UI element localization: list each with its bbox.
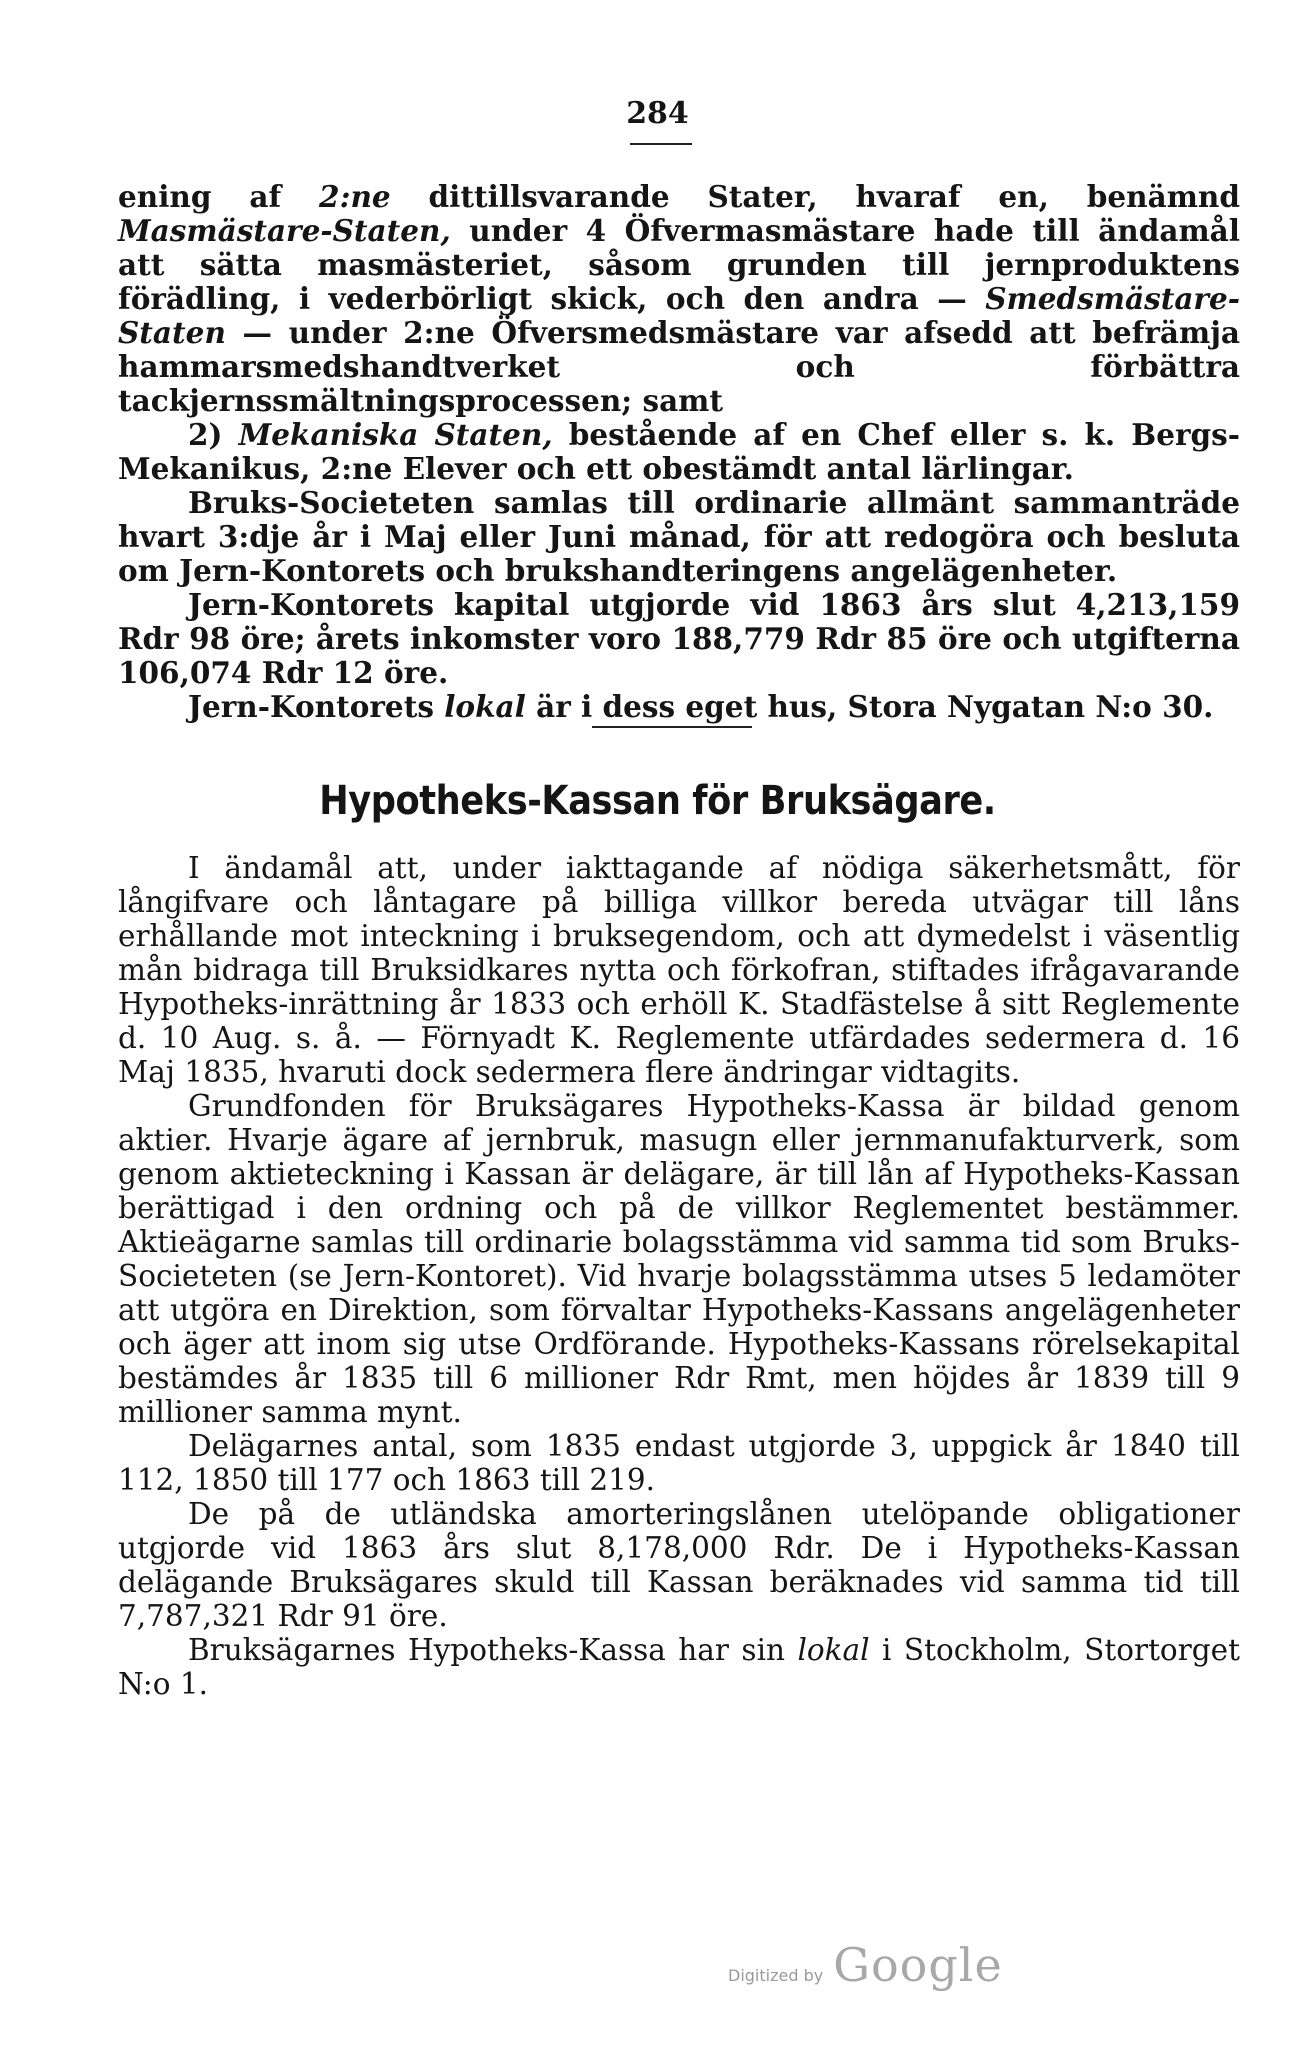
italic-text: lokal xyxy=(797,1633,870,1667)
paragraph xyxy=(118,418,1240,486)
text: ening af xyxy=(118,179,320,214)
page-number: 284 xyxy=(626,96,689,131)
paragraph: Delägarnes antal, som 1835 endast utgjorde 3, uppgick år 1840 till 112, 1850 till 177 och 1863 till 219. xyxy=(118,1429,1240,1497)
google-logo: Google xyxy=(833,1938,1003,1992)
italic-text: Mekaniska Staten, xyxy=(238,417,553,452)
text: Bruksägarnes Hypotheks-Kassa har sin xyxy=(188,1633,798,1667)
paragraph: De på de utländska amorteringslånen utelöpande obligationer utgjorde vid 1863 års slut 8,178,000 Rdr. De i Hypotheks-Kassan delägande Bruksägares skuld till Kassan beräknades vid samma tid till 7,787,321 Rdr 91 öre. xyxy=(118,1497,1240,1633)
digitized-label: Digitized by xyxy=(728,1966,824,1985)
paragraph: Bruks-Societeten samlas till ordinarie allmänt sammanträde hvart 3:dje år i Maj eller Juni månad, för att redogöra och besluta om Jern-Kontorets och brukshandteringens angelägenheter. xyxy=(118,485,1240,588)
text: under 4 Öfvermasmästare hade till ändamål att sätta masmästeriet, såsom grunden till jernproduktens förädling, i vederbörligt skick, och den andra — xyxy=(118,213,1240,316)
text: bestående af en Chef eller s. k. Bergs-Mekanikus, 2:ne Elever och ett obestämdt antal lärlingar. xyxy=(118,417,1241,486)
section-title: Hypotheks-Kassan för Bruksägare. xyxy=(319,778,996,824)
paragraph: Grundfonden för Bruksägares Hypotheks-Kassa är bildad genom aktier. Hvarje ägare af jernbruk, masugn eller jernmanufakturverk, som genom aktieteckning i Kassan är delägare, är till lån af Hypotheks-Kassan berättigad i den ordning och på de villkor Reglementet bestämmer. Aktieägarne samlas till ordinarie bolagsstämma vid samma tid som Bruks-Societeten (se Jern-Kontoret). Vid hvarje bolagsstämma utses 5 ledamöter att utgöra en Direktion, som förvaltar Hypotheks-Kassans angelägenheter och äger att inom sig utse Ordförande. Hypotheks-Kassans rörelsekapital bestämdes år 1835 till 6 millioner Rdr Rmt, men höjdes år 1839 till 9 millioner samma mynt. xyxy=(118,1089,1240,1429)
jern-kontoret-continuation xyxy=(118,180,1240,724)
paragraph: I ändamål att, under iakttagande af nödiga säkerhetsmått, för långifvare och låntagare på billiga villkor bereda utvägar till låns erhållande mot inteckning i bruksegendom, och att dymedelst i väsentlig mån bidraga till Bruksidkares nytta och förkofran, stiftades ifrågavarande Hypotheks-inrättning år 1833 och erhöll K. Stadfästelse å sitt Reglemente d. 10 Aug. s. å. — Förnyadt K. Reglemente utfärdades sedermera d. 16 Maj 1835, hvaruti dock sedermera flere ändringar vidtagits. xyxy=(118,851,1240,1089)
text: — under 2:ne Öfversmedsmästare var afsedd att befrämja hammarsmedshandtverket och förbättra tackjernssmältningsprocessen; samt xyxy=(118,315,1240,418)
italic-text: Smedsmästare-Staten xyxy=(118,281,1240,350)
italic-text: lokal xyxy=(444,689,526,724)
paragraph: Jern-Kontorets kapital utgjorde vid 1863 års slut 4,213,159 Rdr 98 öre; årets inkomster voro 188,779 Rdr 85 öre och utgifterna 106,074 Rdr 12 öre. xyxy=(118,587,1240,690)
text: 2) xyxy=(188,417,239,452)
hypotheks-kassan-section xyxy=(118,851,1240,1701)
section-divider xyxy=(592,726,752,728)
page-number-underline xyxy=(630,143,692,145)
paragraph xyxy=(118,1633,1240,1701)
text: Jern-Kontorets xyxy=(188,689,445,724)
italic-text: 2:ne xyxy=(319,179,391,214)
paragraph xyxy=(118,180,1240,418)
text: dittillsvarande Stater, hvaraf en, benämnd xyxy=(390,179,1240,214)
digitized-by-google-watermark xyxy=(728,1938,1108,1998)
italic-text: Masmästare-Staten, xyxy=(118,213,451,248)
paragraph xyxy=(118,690,1240,724)
text: är i dess eget hus, Stora Nygatan N:o 30. xyxy=(525,689,1214,724)
text: i Stockholm, Stortorget N:o 1. xyxy=(118,1633,1240,1701)
